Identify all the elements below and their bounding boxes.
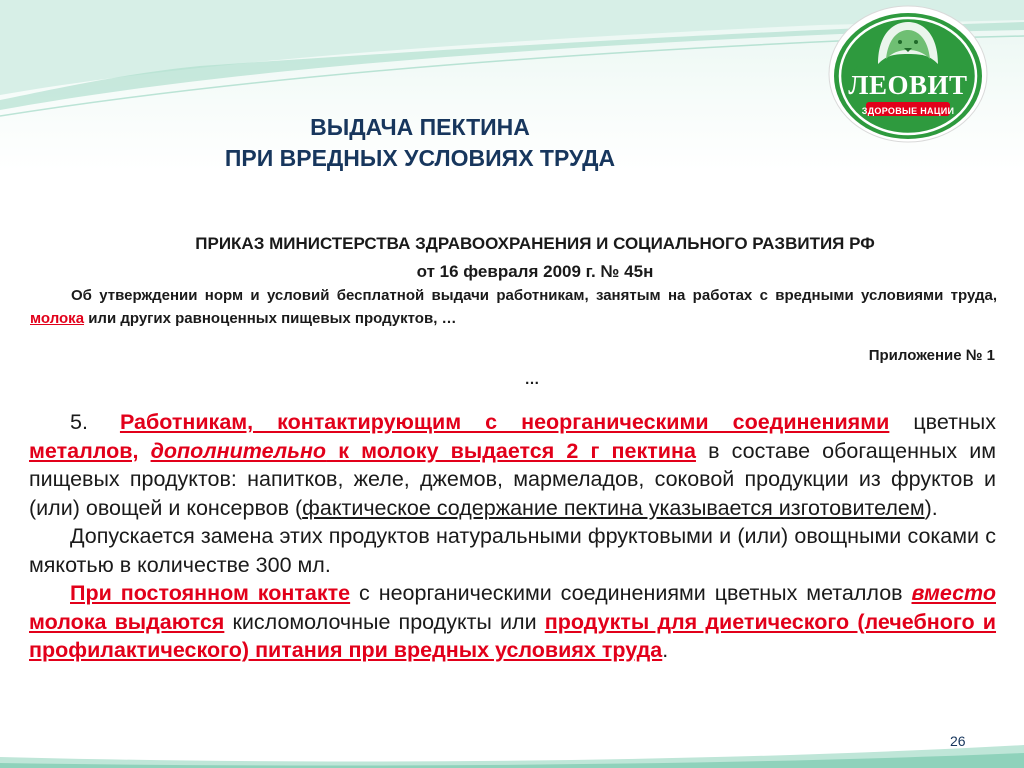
p1-space	[138, 439, 150, 463]
p1-manufacturer-note: фактическое содержание пектина указывается изготовителем	[302, 495, 925, 520]
p1-workers-highlight: Работникам, контактирующим с неорганическими соединениями	[119, 410, 890, 434]
paragraph-5	[29, 408, 996, 522]
leovit-logo	[828, 4, 988, 144]
p3-text-b: кисломолочные продукты или	[224, 609, 545, 634]
footer-swoosh-decoration	[0, 735, 1024, 768]
logo-tagline: ЗДОРОВЫЕ НАЦИИ	[861, 106, 955, 116]
p1-pectin-highlight: дополнительно к молоку выдается 2 г пектина	[150, 438, 696, 463]
paragraph-constant-contact	[29, 579, 996, 665]
order-date: от 16 февраля 2009 г. № 45н	[416, 262, 654, 281]
order-about	[30, 284, 997, 330]
p1-text-a: цветных	[889, 410, 996, 434]
about-milk-highlight: молока	[30, 310, 85, 327]
slide-title	[120, 112, 720, 174]
p1-metals-highlight: металлов,	[29, 438, 139, 463]
p3-text-a: с неорганическими соединениями цветных металлов	[350, 581, 912, 605]
p3-constant-contact-highlight: При постоянном контакте	[70, 581, 351, 605]
about-text-1: Об утверждении норм и условий бесплатной выдачи работникам, занятым на работах с вредными условиями труда,	[71, 287, 997, 304]
p1-text-c: ).	[924, 495, 938, 520]
paragraph-number: 5.	[70, 410, 88, 434]
order-heading: ПРИКАЗ МИНИСТЕРСТВА ЗДРАВООХРАНЕНИЯ И СОЦИАЛЬНОГО РАЗВИТИЯ РФ	[195, 234, 875, 253]
title-line-1: ВЫДАЧА ПЕКТИНА	[310, 114, 530, 140]
ellipsis: …	[524, 371, 540, 388]
about-text-2: или других равноценных пищевых продуктов, …	[84, 310, 457, 327]
paragraph-juice-replacement: Допускается замена этих продуктов натуральными фруктовыми и (или) овощными соками с мякотью в количестве 300 мл.	[29, 524, 996, 577]
p1-additionally: дополнительно	[150, 438, 327, 463]
page-number: 26	[950, 733, 966, 749]
main-text	[29, 408, 996, 665]
logo-name: ЛЕОВИТ	[848, 70, 968, 100]
title-line-2: ПРИ ВРЕДНЫХ УСЛОВИЯХ ТРУДА	[224, 145, 616, 171]
p3-instead-highlight: вместо	[911, 581, 996, 605]
p3-text-c: .	[662, 638, 669, 662]
p3-milk-issued-highlight: молока выдаются	[29, 609, 225, 634]
appendix-label: Приложение № 1	[868, 347, 995, 364]
p1-text-b: в составе обогащенных им пищевых продуктов: напитков, желе, джемов, мармеладов, соковой продукции из фруктов и (или) овощей и консервов (	[29, 438, 996, 520]
p3-diet-products-highlight: продукты для диетического (лечебного и профилактического) питания при вредных условиях труда	[29, 609, 997, 662]
